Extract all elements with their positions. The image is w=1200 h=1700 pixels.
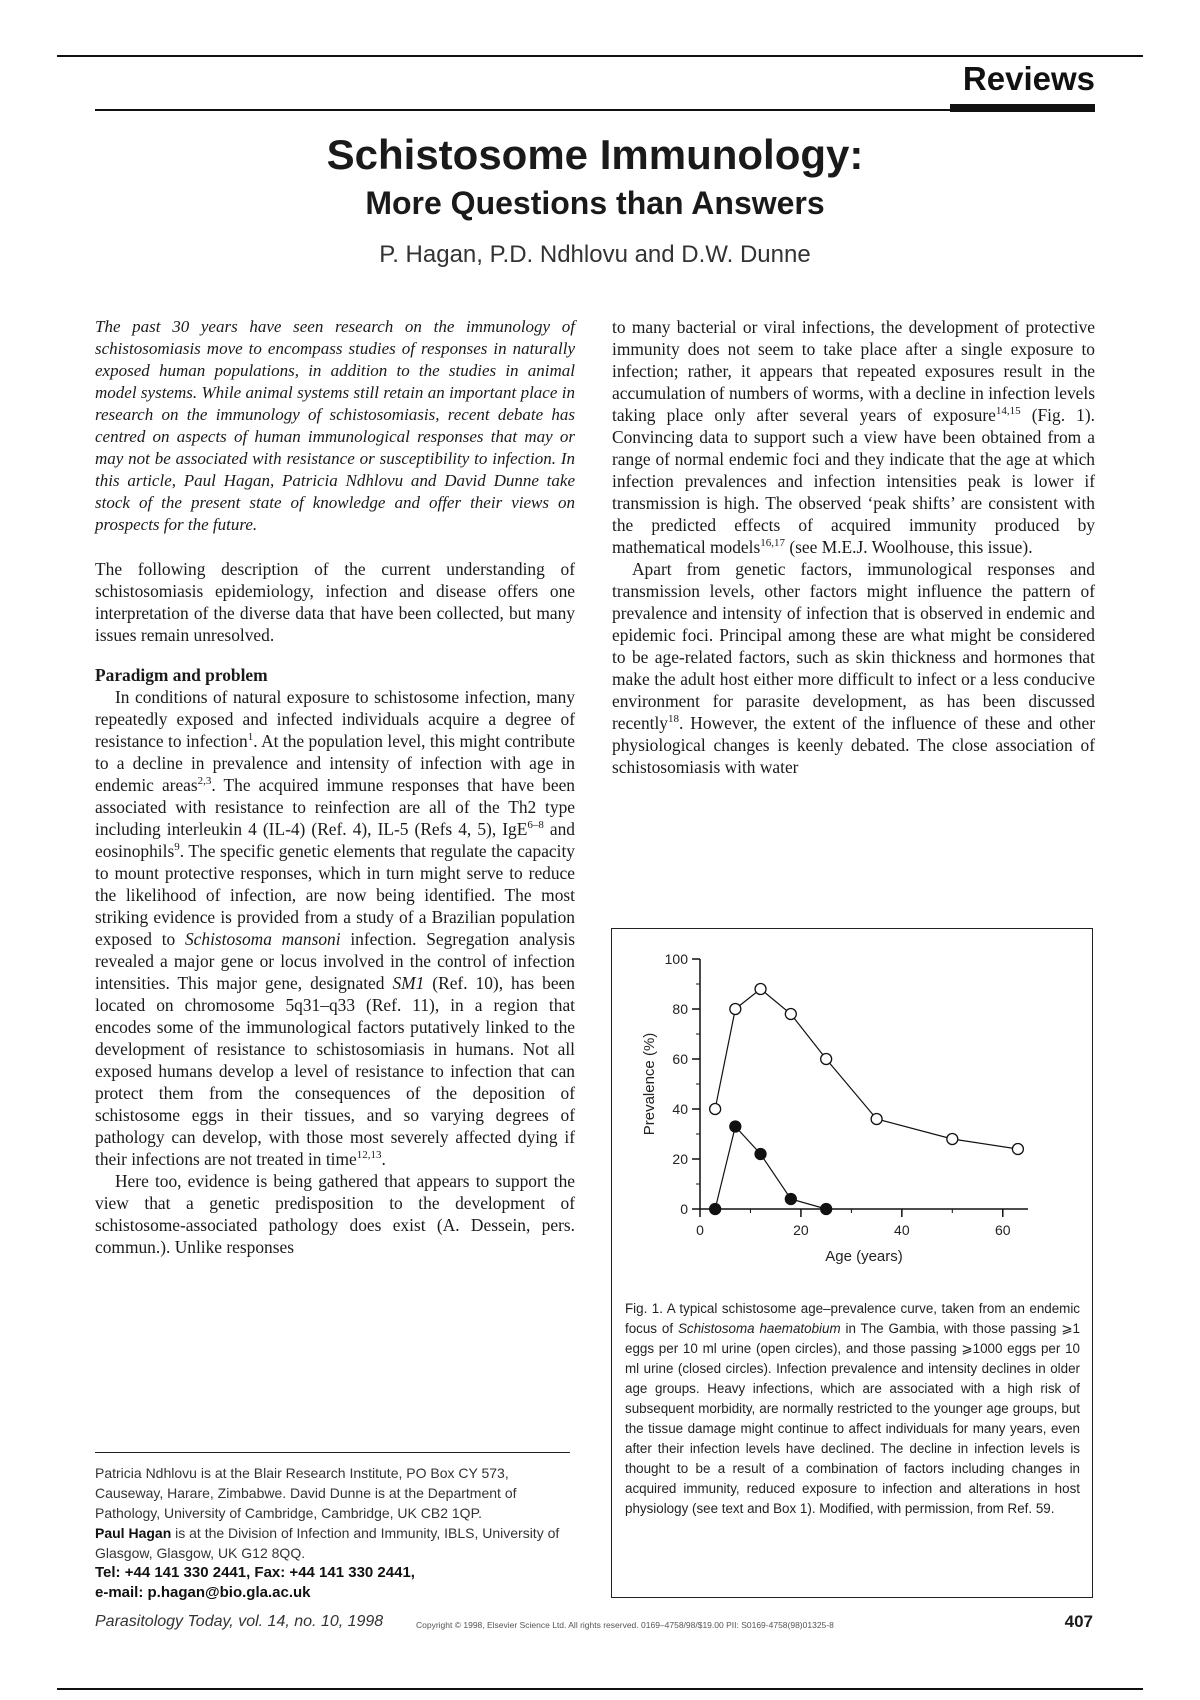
affiliations: [95, 1452, 570, 1603]
header-rule-accent: [950, 104, 1095, 112]
figure-caption: Fig. 1. A typical schistosome age–prevalence curve, taken from an endemic focus of Schistosoma haematobium in The Gambia, with those passing ⩾1 eggs per 10 ml urine (open circles), and those passing ⩾1000 eggs per 10 ml urine (closed circles). Infection prevalence and intensity declines in older age groups. Heavy infections, which are associated with a high risk of subsequent morbidity, are normally restricted to the younger age groups, but the tissue damage might continue to affect individuals for many years, even after their infection levels have declined. The decline in infection levels is thought to be a result of a combination of factors including changes in acquired immunity, reduced exposure to infection and alterations in host physiology (see text and Box 1). Modified, with permission, from Ref. 59.: [625, 1301, 1080, 1516]
data-point-closed: [730, 1121, 741, 1132]
top-rule: [57, 55, 1143, 57]
bottom-rule: [57, 1688, 1143, 1690]
y-tick-label: 20: [672, 1151, 688, 1167]
y-axis-label: Prevalence (%): [641, 1032, 658, 1136]
page-number: 407: [1064, 1612, 1093, 1631]
body-paragraph-2: Here too, evidence is being gathered that appears to support the view that a genetic predisposition to the development of schistosome-associated pathology does exist (A. Dessein, pers. commun.). Unlike responses: [95, 1171, 575, 1257]
section-heading: Paradigm and problem: [95, 665, 268, 685]
article-authors: P. Hagan, P.D. Ndhlovu and D.W. Dunne: [379, 240, 811, 268]
data-point-closed: [755, 1149, 766, 1160]
article-title: Schistosome Immunology:: [326, 131, 864, 178]
y-tick-label: 40: [672, 1101, 688, 1117]
abstract: The past 30 years have seen research on the immunology of schistosomiasis move to encompass studies of responses in naturally exposed human populations, in addition to the studies in animal model systems. While animal systems still retain an important place in research on the immunology of schistosomiasis, recent debate has centred on aspects of human immunological responses that may or may not be associated with resistance or susceptibility to infection. In this article, Paul Hagan, Patricia Ndhlovu and David Dunne take stock of the present state of knowledge and offer their views on prospects for the future.: [95, 317, 575, 534]
x-axis-label: Age (years): [825, 1248, 903, 1265]
section-label: Reviews: [962, 60, 1095, 97]
contact-phone: Tel: +44 141 330 2441, Fax: +44 141 330 2441,: [95, 1564, 415, 1581]
data-point-open: [730, 1004, 741, 1015]
title-block: [95, 132, 1095, 269]
figure-1: [611, 928, 1093, 1598]
body-paragraph-1: In conditions of natural exposure to schistosome infection, many repeatedly exposed and infected individuals acquire a degree of resistance to infection$^1$. At the population level, this might contribute to a decline in prevalence and intensity of infection with age in endemic areas$^{2,3}$. The acquired immune responses that have been associated with resistance to reinfection are all of the Th2 type including interleukin 4 (IL-4) (Ref. 4), IL-5 (Refs 4, 5), IgE$^{6-8}$ and eosinophils$^9$. The specific genetic elements that regulate the capacity to mount protective responses, which in turn might serve to reduce the likelihood of infection, are now being identified. The most striking evidence is provided from a study of a Brazilian population exposed to Schistosoma mansoni infection. Segregation analysis revealed a major gene or locus involved in the control of infection intensities. This major gene, designated SM1 (Ref. 10), has been located on chromosome 5q31–q33 (Ref. 11), in a region that encodes some of the immunological factors putatively linked to the development of resistance to schistosomiasis in humans. Not all exposed humans develop a level of resistance to infection that can protect them from the consequences of the deposition of schistosome eggs in their tissues, and so varying degrees of pathology can develop, with those most severely affected dying if their infections are not treated in time$^{12,13}$.: [95, 687, 576, 1169]
right-column: [612, 316, 1095, 778]
data-point-open: [710, 1104, 721, 1115]
footer-journal: Parasitology Today, vol. 14, no. 10, 1998: [95, 1613, 384, 1630]
affiliation-hagan: Paul Hagan is at the Division of Infection and Immunity, IBLS, University of Glasgow, Glasgow, UK G12 8QQ.: [95, 1525, 560, 1561]
header-rule: [95, 109, 1095, 111]
data-point-open: [1012, 1144, 1023, 1155]
article-subtitle: More Questions than Answers: [365, 185, 825, 222]
affiliation-line: Patricia Ndhlovu is at the Blair Research Institute, PO Box CY 573, Causeway, Harare, Zimbabwe. David Dunne is at the Department of Pathology, University of Cambridge, Cambridge, UK CB2 1QP.: [95, 1465, 517, 1521]
contact-email: e-mail: p.hagan@bio.gla.ac.uk: [95, 1584, 311, 1601]
age-prevalence-chart: [618, 937, 1088, 1287]
intro-paragraph: The following description of the current understanding of schistosomiasis epidemiology, infection and disease offers one interpretation of the diverse data that have been collected, but many issues remain unresolved.: [95, 559, 575, 645]
series-line-closed: [715, 1127, 826, 1210]
data-point-closed: [821, 1204, 832, 1215]
data-point-closed: [710, 1204, 721, 1215]
series-line-open: [715, 989, 1018, 1149]
data-point-closed: [785, 1194, 796, 1205]
x-tick-label: 20: [793, 1222, 809, 1238]
y-tick-label: 80: [672, 1001, 688, 1017]
data-point-open: [821, 1054, 832, 1065]
data-point-open: [947, 1134, 958, 1145]
x-tick-label: 60: [994, 1222, 1011, 1238]
y-tick-label: 0: [680, 1201, 688, 1217]
data-point-open: [785, 1009, 796, 1020]
left-column: [95, 316, 575, 1258]
data-point-open: [871, 1114, 882, 1125]
footer-copyright: Copyright © 1998, Elsevier Science Ltd. All rights reserved. 0169–4758/98/$19.00 PII: S0169-4758(98)01325-8: [416, 1620, 834, 1630]
x-tick-label: 0: [696, 1222, 704, 1238]
y-tick-label: 60: [672, 1051, 688, 1067]
y-tick-label: 100: [664, 951, 688, 967]
data-point-open: [755, 984, 766, 995]
body-paragraph-4: Apart from genetic factors, immunological responses and transmission levels, other factors might influence the pattern of prevalence and intensity of infection that is observed in endemic and epidemic foci. Principal among these are what might be considered to be age-related factors, such as skin thickness and hormones that make the adult host either more difficult to infect or a less conducive environment for parasite development, as has been discussed recently$^{18}$. However, the extent of the influence of these and other physiological changes is keenly debated. The close association of schistosomiasis with water: [612, 559, 1095, 777]
body-paragraph-3: to many bacterial or viral infections, the development of protective immunity does not seem to take place after a single exposure to infection; rather, it appears that repeated exposures result in the accumulation of numbers of worms, with a decline in infection levels taking place only after several years of exposure$^{14,15}$ (Fig. 1). Convincing data to support such a view have been obtained from a range of normal endemic foci and they indicate that the age at which infection prevalences and infection intensities peak is lower if transmission is high. The observed ‘peak shifts’ are consistent with the predicted effects of acquired immunity produced by mathematical models$^{16,17}$ (see M.E.J. Woolhouse, this issue).: [612, 317, 1095, 557]
x-tick-label: 40: [894, 1222, 910, 1238]
